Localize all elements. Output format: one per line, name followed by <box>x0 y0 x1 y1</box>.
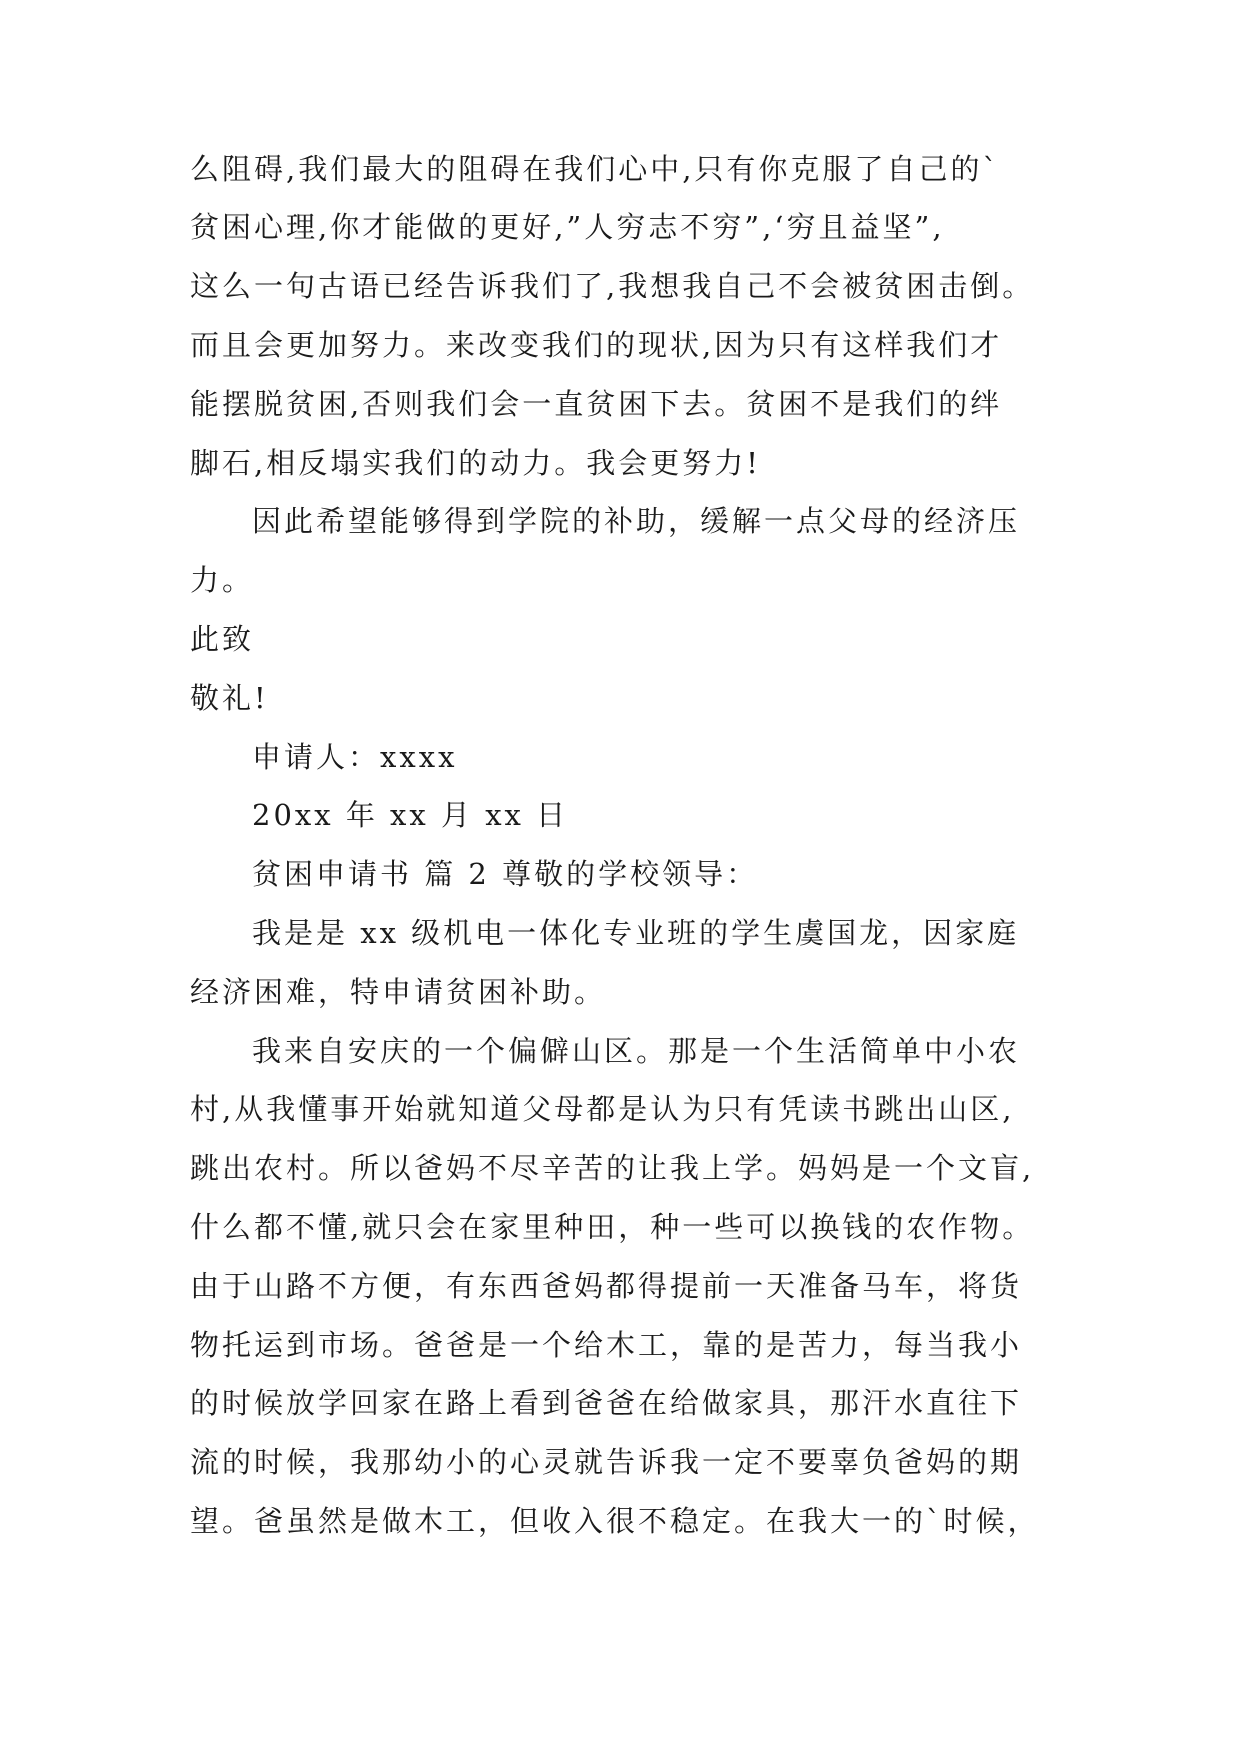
text-line: 么阻碍,我们最大的阻碍在我们心中,只有你克服了自己的` <box>190 152 1000 186</box>
paragraph-first-line: 我是是 xx 级机电一体化专业班的学生虞国龙，因家庭 <box>252 916 1020 950</box>
date-line: 20xx 年 xx 月 xx 日 <box>252 798 569 832</box>
text-line: 跳出农村。所以爸妈不尽辛苦的让我上学。妈妈是一个文盲, <box>190 1151 1035 1185</box>
text-line: 物托运到市场。爸爸是一个给木工，靠的是苦力，每当我小 <box>190 1328 1023 1362</box>
text-line: 经济困难，特申请贫困补助。 <box>190 975 607 1009</box>
paragraph-first-line: 因此希望能够得到学院的补助，缓解一点父母的经济压 <box>252 504 1021 538</box>
text-line: 能摆脱贫困,否则我们会一直贫困下去。贫困不是我们的绊 <box>190 387 1003 421</box>
text-line: 由于山路不方便，有东西爸妈都得提前一天准备马车，将货 <box>190 1269 1023 1303</box>
salutation-regards: 敬礼! <box>190 681 269 715</box>
text-line: 什么都不懂,就只会在家里种田，种一些可以换钱的农作物。 <box>190 1210 1035 1244</box>
text-line: 的时候放学回家在路上看到爸爸在给做家具，那汗水直往下 <box>190 1386 1023 1420</box>
text-line: 脚石,相反塌实我们的动力。我会更努力! <box>190 446 761 480</box>
text-line: 力。 <box>190 563 255 597</box>
text-line: 贫困心理,你才能做的更好,”人穷志不穷”,‘穷且益坚”, <box>190 210 945 244</box>
section-heading: 贫困申请书 篇 2 尊敬的学校领导： <box>252 857 759 891</box>
text-line: 村,从我懂事开始就知道父母都是认为只有凭读书跳出山区, <box>190 1092 1015 1126</box>
applicant-signature: 申请人：xxxx <box>252 740 458 774</box>
salutation-closing: 此致 <box>190 622 255 656</box>
text-line: 流的时候，我那幼小的心灵就告诉我一定不要辜负爸妈的期 <box>190 1445 1023 1479</box>
text-line: 这么一句古语已经告诉我们了,我想我自己不会被贫困击倒。 <box>190 269 1035 303</box>
paragraph-first-line: 我来自安庆的一个偏僻山区。那是一个生活简单中小农 <box>252 1034 1021 1068</box>
text-line: 望。爸虽然是做木工，但收入很不稳定。在我大一的`时候， <box>190 1504 1040 1538</box>
text-line: 而且会更加努力。来改变我们的现状,因为只有这样我们才 <box>190 328 1003 362</box>
